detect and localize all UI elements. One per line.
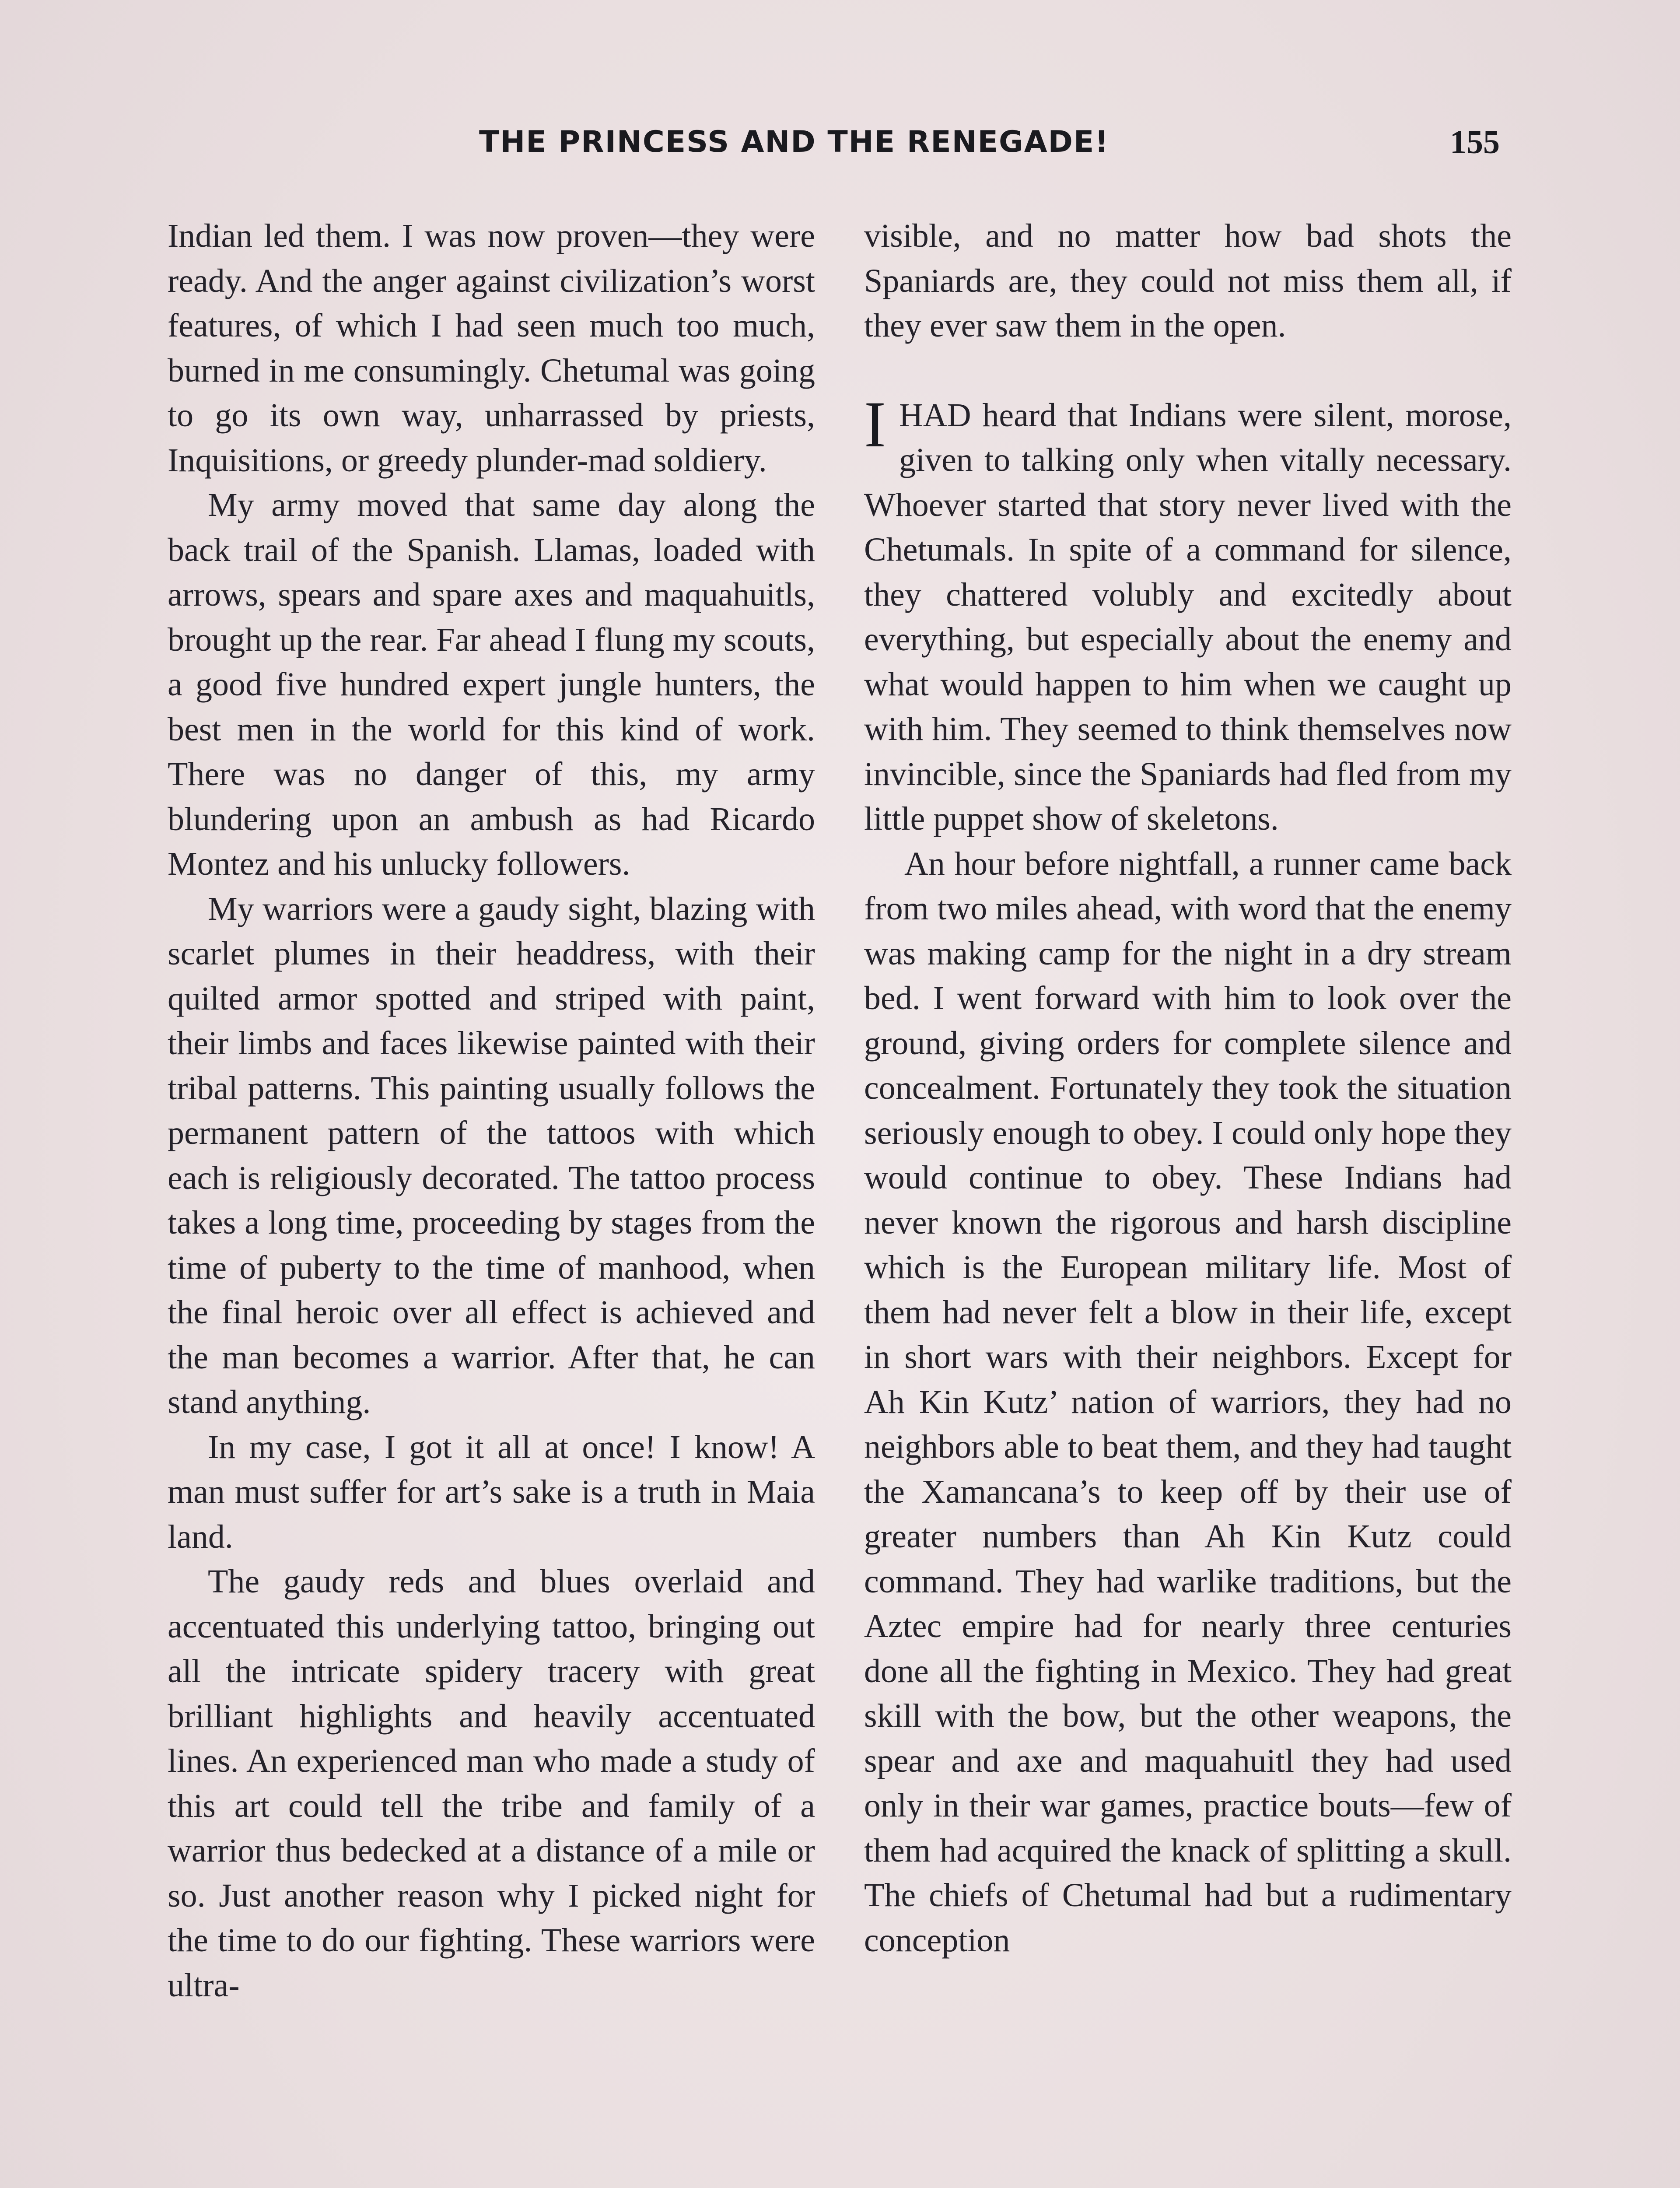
running-title: THE PRINCESS AND THE RENEGADE! bbox=[479, 125, 1110, 159]
paragraph: My warriors were a gaudy sight, blazing with scarlet plumes in their headdress, with their quilted armor spotted and striped with paint, their limbs and faces likewise painted with their tribal patterns. This painting usually follows the permanent pattern of the tattoos with which each is religiously decorated. The tattoo process takes a long time, proceeding by stages from the time of puberty to the time of manhood, when the final heroic over all effect is achieved and the man becomes a warrior. After that, he can stand anything. bbox=[168, 890, 815, 1420]
dropcap-paragraph-text: HAD heard that Indians were silent, morose, given to talking only when vitally necessary. Whoever started that story never lived with the Chetumals. In spite of a command for silence, they chattered volubly and excitedly about everything, but especially about the enemy and what would happen to him when we caught up with him. They seemed to think themselves now invincible, since the Spaniards had fled from my little puppet show of skeletons. bbox=[864, 396, 1512, 837]
drop-cap: I bbox=[864, 388, 886, 461]
right-column bbox=[864, 214, 1512, 1963]
paragraph: The gaudy reds and blues overlaid and accentuated this underlying tattoo, bringing out all the intricate spidery tracery with great brilliant highlights and heavily accentuated lines. An experienced man who made a study of this art could tell the tribe and family of a warrior thus bedecked at a distance of a mile or so. Just another reason why I picked night for the time to do our fighting. These warriors were ultra- bbox=[168, 1563, 815, 2004]
paragraph: My army moved that same day along the back trail of the Spanish. Llamas, loaded with arrows, spears and spare axes and maquahuitls, brought up the rear. Far ahead I flung my scouts, a good five hundred expert jungle hunters, the best men in the world for this kind of work. There was no danger of this, my army blundering upon an ambush as had Ricardo Montez and his unlucky followers. bbox=[168, 487, 815, 882]
paragraph: In my case, I got it all at once! I know! A man must suffer for art’s sake is a truth in Maia land. bbox=[168, 1428, 815, 1555]
page-number: 155 bbox=[1450, 124, 1500, 161]
paragraph: Indian led them. I was now proven—they were ready. And the anger against civilization’s worst features, of which I had seen much too much, burned in me consumingly. Chetumal was going to go its own way, unharrassed by priests, Inquisitions, or greedy plunder-mad soldiery. bbox=[168, 217, 815, 479]
left-column bbox=[168, 214, 815, 2008]
continuation-paragraph: visible, and no matter how bad shots the Spaniards are, they could not miss them all, if they ever saw them in the open. bbox=[864, 217, 1512, 344]
dropcap-paragraph bbox=[864, 388, 1512, 842]
paragraph: An hour before nightfall, a runner came back from two miles ahead, with word that the enemy was making camp for the night in a dry stream bed. I went forward with him to look over the ground, giving orders for complete silence and concealment. Fortunately they took the situation seriously enough to obey. I could only hope they would continue to obey. These Indians had never known the rigorous and harsh discipline which is the European military life. Most of them had never felt a blow in their life, except in short wars with their neighbors. Except for Ah Kin Kutz’ nation of warriors, they had no neighbors able to beat them, and they had taught the Xamancana’s to keep off by their use of greater numbers than Ah Kin Kutz could command. They had warlike traditions, but the Aztec empire had for nearly three centuries done all the fighting in Mexico. They had great skill with the bow, but the other weapons, the spear and axe and maquahuitl they had used only in their war games, practice bouts—few of them had acquired the knack of splitting a skull. The chiefs of Chetumal had but a rudimentary conception bbox=[864, 845, 1512, 1959]
